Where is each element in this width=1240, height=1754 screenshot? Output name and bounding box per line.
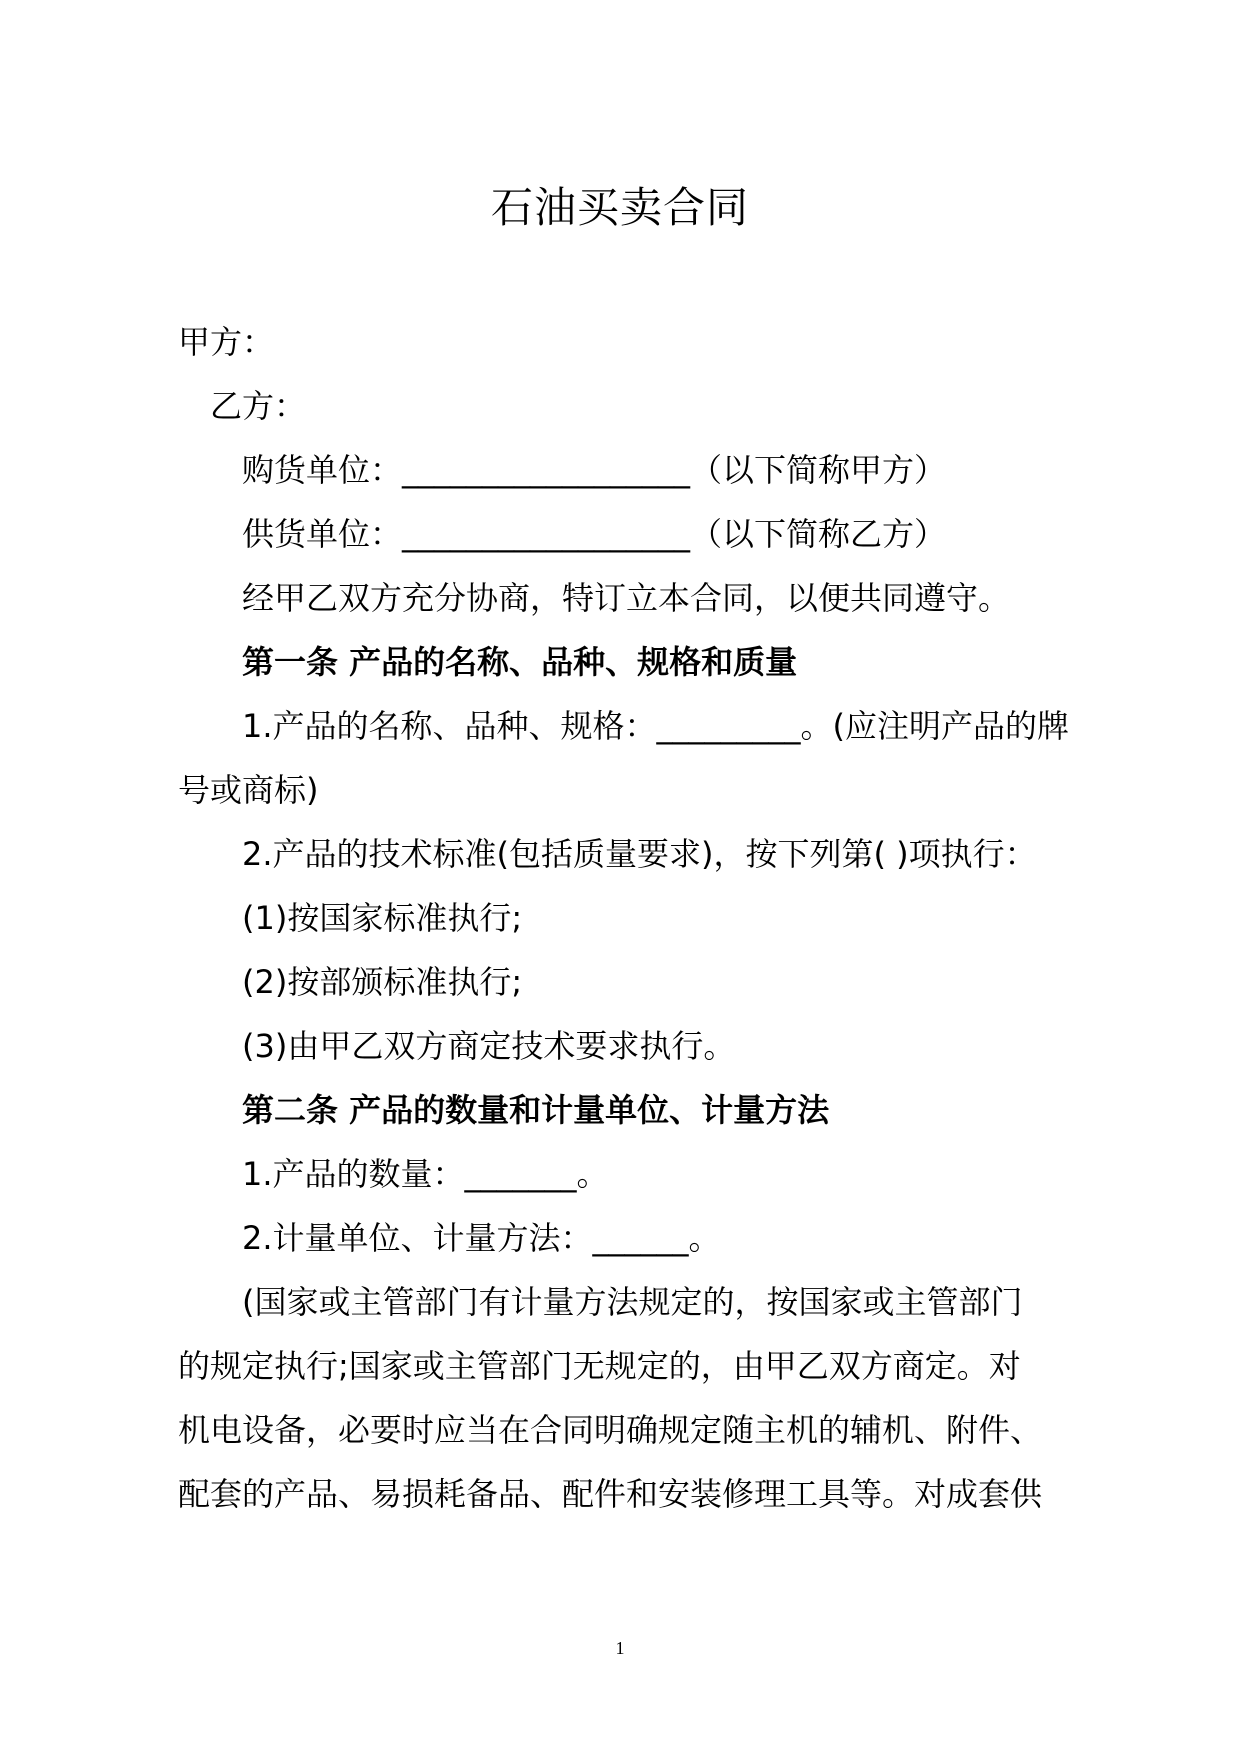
buyer-line: 购货单位：__________________（以下简称甲方） bbox=[242, 451, 947, 489]
article-1-item-1-continued: 号或商标) bbox=[178, 771, 319, 809]
article-2-heading: 第二条 产品的数量和计量单位、计量方法 bbox=[242, 1091, 830, 1129]
document-title: 石油买卖合同 bbox=[490, 183, 749, 232]
article-2-note-line-1: (国家或主管部门有计量方法规定的，按国家或主管部门 bbox=[242, 1283, 1023, 1321]
article-2-note-line-2: 的规定执行;国家或主管部门无规定的，由甲乙双方商定。对 bbox=[178, 1347, 1021, 1385]
supplier-line: 供货单位：__________________（以下简称乙方） bbox=[242, 515, 947, 553]
party-a-label: 甲方： bbox=[178, 323, 275, 361]
preamble-text: 经甲乙双方充分协商，特订立本合同，以便共同遵守。 bbox=[242, 579, 1011, 617]
article-1-item-1: 1.产品的名称、品种、规格：_________。(应注明产品的牌 bbox=[242, 707, 1070, 745]
standard-option-3: (3)由甲乙双方商定技术要求执行。 bbox=[242, 1027, 736, 1065]
article-2-item-1: 1.产品的数量：_______。 bbox=[242, 1155, 609, 1193]
party-b-label: 乙方： bbox=[210, 387, 307, 425]
article-1-heading: 第一条 产品的名称、品种、规格和质量 bbox=[242, 643, 798, 681]
standard-option-2: (2)按部颁标准执行; bbox=[242, 963, 523, 1001]
article-2-item-2: 2.计量单位、计量方法：______。 bbox=[242, 1219, 721, 1257]
standard-option-1: (1)按国家标准执行; bbox=[242, 899, 523, 937]
page-number: 1 bbox=[615, 1638, 625, 1658]
article-2-note-line-4: 配套的产品、易损耗备品、配件和安装修理工具等。对成套供 bbox=[178, 1475, 1043, 1513]
article-1-item-2: 2.产品的技术标准(包括质量要求)，按下列第( )项执行： bbox=[242, 835, 1037, 873]
article-2-note-line-3: 机电设备，必要时应当在合同明确规定随主机的辅机、附件、 bbox=[178, 1411, 1043, 1449]
